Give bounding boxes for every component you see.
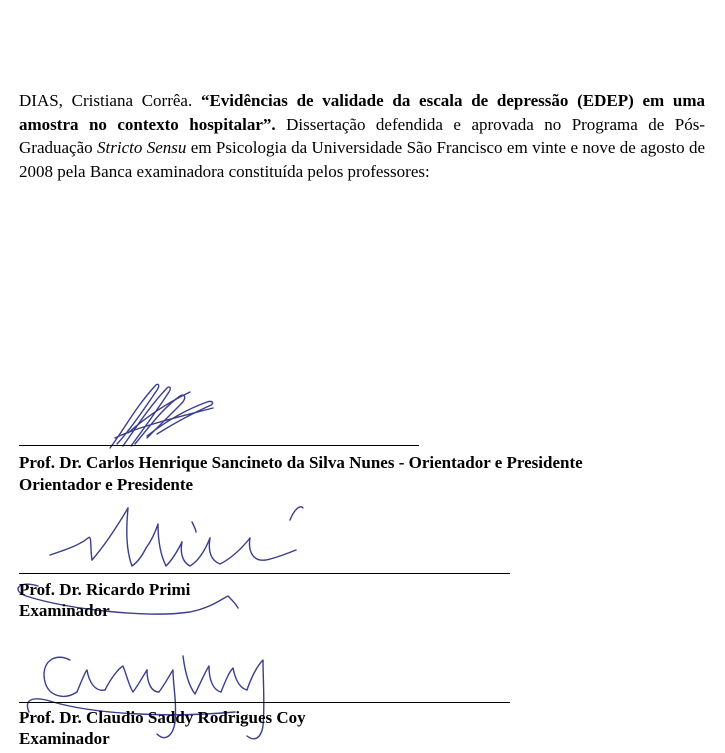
examiner-1-name: Prof. Dr. Carlos Henrique Sancineto da Silva Nunes - Orientador e Presidente [19,453,583,472]
signature-line-1 [19,445,419,446]
approval-text-part2: em Psicologia da Universidade São Francisco em vinte e nove de agosto de 2008 pela Banca examinadora constituída pelos professores: [19,138,706,181]
signature-1-icon [95,378,235,453]
approval-paragraph [19,89,705,183]
examiner-3-role: Examinador [19,729,110,748]
examiner-2-role: Examinador [19,601,110,620]
examiner-3-name: Prof. Dr. Claudio Saddy Rodrigues Coy [19,708,306,727]
dissertation-title: “Evidências de validade da escala de depressão (EDEP) em uma amostra no contexto hospitalar”. [19,91,706,134]
author-citation: DIAS, Cristiana Corrêa. [19,91,193,110]
approval-text-part1: Dissertação defendida e aprovada no Programa de Pós-Graduação [19,114,706,157]
program-italic: Stricto Sensu [97,138,187,157]
examiner-2-name: Prof. Dr. Ricardo Primi [19,580,191,599]
signature-line-2 [19,573,510,574]
examiner-1-role: Orientador e Presidente [19,475,194,494]
signature-line-3 [19,702,510,703]
